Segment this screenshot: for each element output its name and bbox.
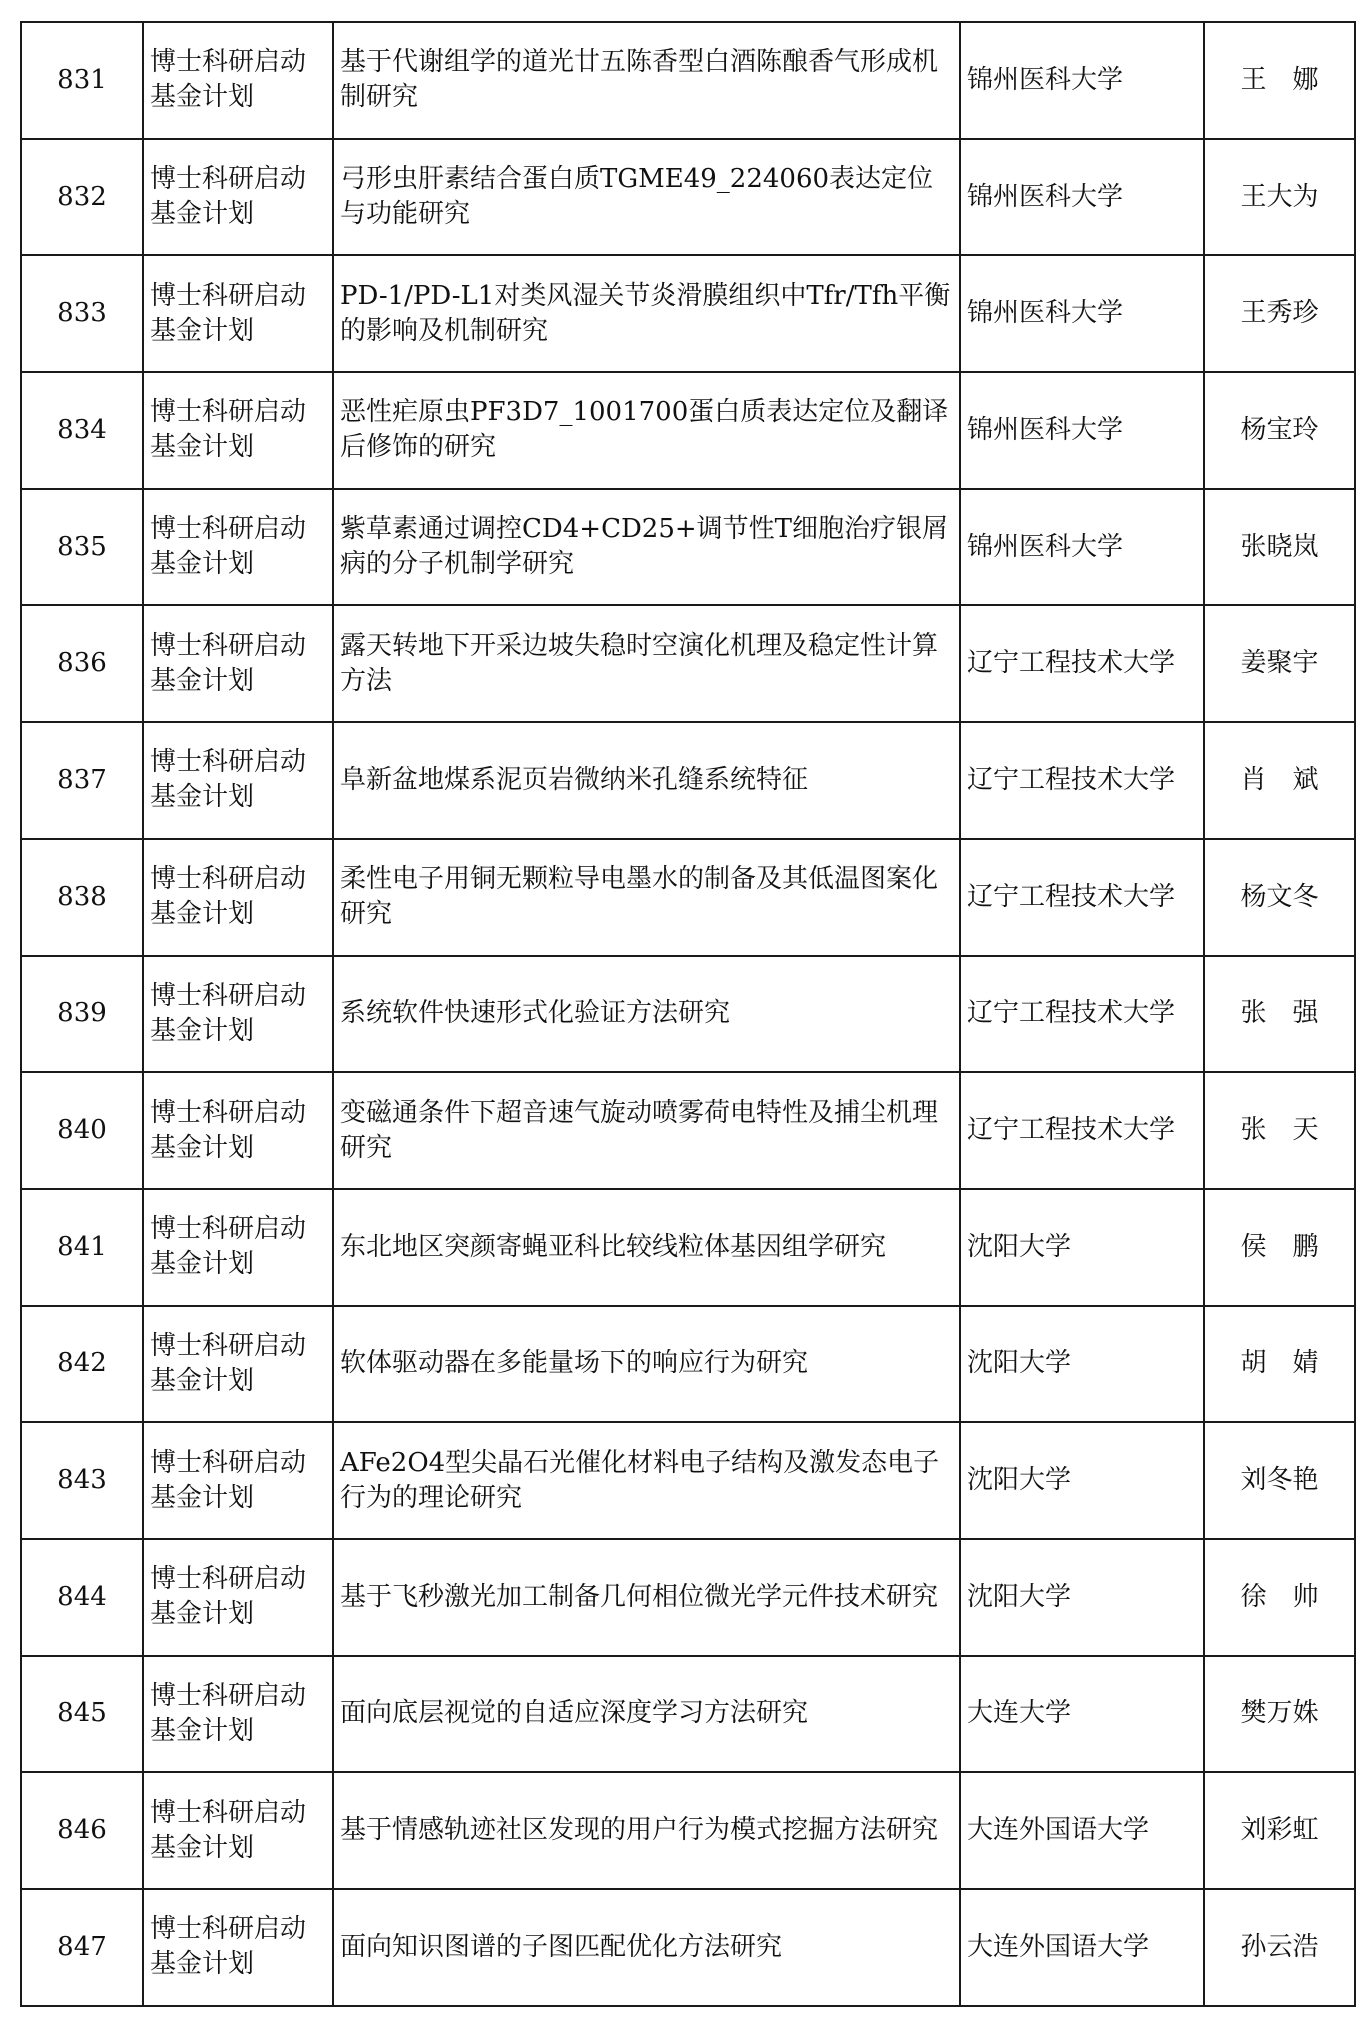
table-row <box>21 1189 1355 1306</box>
row-number: 833 <box>21 255 143 372</box>
project-title: 变磁通条件下超音速气旋动喷雾荷电特性及捕尘机理研究 <box>333 1072 960 1189</box>
table-row <box>21 839 1355 956</box>
institution: 沈阳大学 <box>960 1539 1204 1656</box>
funding-plan: 博士科研启动基金计划 <box>143 1656 333 1773</box>
row-number: 843 <box>21 1422 143 1539</box>
institution: 锦州医科大学 <box>960 489 1204 606</box>
project-title: 阜新盆地煤系泥页岩微纳米孔缝系统特征 <box>333 722 960 839</box>
institution: 锦州医科大学 <box>960 255 1204 372</box>
project-title: 紫草素通过调控CD4+CD25+调节性T细胞治疗银屑病的分子机制学研究 <box>333 489 960 606</box>
funding-plan: 博士科研启动基金计划 <box>143 1539 333 1656</box>
institution: 锦州医科大学 <box>960 22 1204 139</box>
funding-plan: 博士科研启动基金计划 <box>143 722 333 839</box>
applicant-name: 杨文冬 <box>1204 839 1355 956</box>
row-number: 844 <box>21 1539 143 1656</box>
table-row <box>21 1656 1355 1773</box>
funding-plan: 博士科研启动基金计划 <box>143 489 333 606</box>
project-title: 基于情感轨迹社区发现的用户行为模式挖掘方法研究 <box>333 1772 960 1889</box>
funding-plan: 博士科研启动基金计划 <box>143 139 333 256</box>
project-table <box>20 21 1356 2007</box>
institution: 锦州医科大学 <box>960 139 1204 256</box>
project-title: AFe2O4型尖晶石光催化材料电子结构及激发态电子行为的理论研究 <box>333 1422 960 1539</box>
row-number: 835 <box>21 489 143 606</box>
table-row <box>21 22 1355 139</box>
institution: 辽宁工程技术大学 <box>960 839 1204 956</box>
row-number: 839 <box>21 956 143 1073</box>
applicant-name: 刘冬艳 <box>1204 1422 1355 1539</box>
applicant-name: 胡 婧 <box>1204 1306 1355 1423</box>
applicant-name: 肖 斌 <box>1204 722 1355 839</box>
applicant-name: 孙云浩 <box>1204 1889 1355 2006</box>
row-number: 842 <box>21 1306 143 1423</box>
applicant-name: 王 娜 <box>1204 22 1355 139</box>
applicant-name: 张 强 <box>1204 956 1355 1073</box>
table-row <box>21 139 1355 256</box>
funding-plan: 博士科研启动基金计划 <box>143 372 333 489</box>
table-row <box>21 956 1355 1073</box>
project-title: 基于飞秒激光加工制备几何相位微光学元件技术研究 <box>333 1539 960 1656</box>
row-number: 838 <box>21 839 143 956</box>
applicant-name: 杨宝玲 <box>1204 372 1355 489</box>
funding-plan: 博士科研启动基金计划 <box>143 1772 333 1889</box>
project-title: 东北地区突颜寄蝇亚科比较线粒体基因组学研究 <box>333 1189 960 1306</box>
funding-plan: 博士科研启动基金计划 <box>143 839 333 956</box>
table-row <box>21 255 1355 372</box>
table-row <box>21 1539 1355 1656</box>
institution: 辽宁工程技术大学 <box>960 605 1204 722</box>
funding-plan: 博士科研启动基金计划 <box>143 1889 333 2006</box>
applicant-name: 姜聚宇 <box>1204 605 1355 722</box>
table-row <box>21 722 1355 839</box>
funding-plan: 博士科研启动基金计划 <box>143 1189 333 1306</box>
applicant-name: 王大为 <box>1204 139 1355 256</box>
project-title: 恶性疟原虫PF3D7_1001700蛋白质表达定位及翻译后修饰的研究 <box>333 372 960 489</box>
project-title: 软体驱动器在多能量场下的响应行为研究 <box>333 1306 960 1423</box>
applicant-name: 张 天 <box>1204 1072 1355 1189</box>
row-number: 841 <box>21 1189 143 1306</box>
row-number: 837 <box>21 722 143 839</box>
table-row <box>21 1889 1355 2006</box>
project-title: 系统软件快速形式化验证方法研究 <box>333 956 960 1073</box>
project-title: 面向知识图谱的子图匹配优化方法研究 <box>333 1889 960 2006</box>
row-number: 832 <box>21 139 143 256</box>
row-number: 836 <box>21 605 143 722</box>
project-title: 基于代谢组学的道光廿五陈香型白酒陈酿香气形成机制研究 <box>333 22 960 139</box>
funding-plan: 博士科研启动基金计划 <box>143 956 333 1073</box>
table-row <box>21 1072 1355 1189</box>
funding-plan: 博士科研启动基金计划 <box>143 22 333 139</box>
applicant-name: 侯 鹏 <box>1204 1189 1355 1306</box>
applicant-name: 王秀珍 <box>1204 255 1355 372</box>
funding-plan: 博士科研启动基金计划 <box>143 1306 333 1423</box>
applicant-name: 张晓岚 <box>1204 489 1355 606</box>
applicant-name: 刘彩虹 <box>1204 1772 1355 1889</box>
table-row <box>21 1422 1355 1539</box>
project-title: 露天转地下开采边坡失稳时空演化机理及稳定性计算方法 <box>333 605 960 722</box>
row-number: 831 <box>21 22 143 139</box>
project-title: PD-1/PD-L1对类风湿关节炎滑膜组织中Tfr/Tfh平衡的影响及机制研究 <box>333 255 960 372</box>
project-title: 柔性电子用铜无颗粒导电墨水的制备及其低温图案化研究 <box>333 839 960 956</box>
institution: 锦州医科大学 <box>960 372 1204 489</box>
row-number: 846 <box>21 1772 143 1889</box>
funding-plan: 博士科研启动基金计划 <box>143 1422 333 1539</box>
funding-plan: 博士科研启动基金计划 <box>143 605 333 722</box>
row-number: 847 <box>21 1889 143 2006</box>
project-title: 弓形虫肝素结合蛋白质TGME49_224060表达定位与功能研究 <box>333 139 960 256</box>
institution: 沈阳大学 <box>960 1189 1204 1306</box>
table-row <box>21 372 1355 489</box>
table-row <box>21 1306 1355 1423</box>
institution: 辽宁工程技术大学 <box>960 1072 1204 1189</box>
funding-plan: 博士科研启动基金计划 <box>143 255 333 372</box>
table-row <box>21 1772 1355 1889</box>
institution: 辽宁工程技术大学 <box>960 722 1204 839</box>
institution: 沈阳大学 <box>960 1306 1204 1423</box>
institution: 大连外国语大学 <box>960 1772 1204 1889</box>
project-title: 面向底层视觉的自适应深度学习方法研究 <box>333 1656 960 1773</box>
table-row <box>21 605 1355 722</box>
institution: 沈阳大学 <box>960 1422 1204 1539</box>
institution: 大连大学 <box>960 1656 1204 1773</box>
row-number: 845 <box>21 1656 143 1773</box>
applicant-name: 徐 帅 <box>1204 1539 1355 1656</box>
table-row <box>21 489 1355 606</box>
project-table-body <box>21 22 1355 2006</box>
funding-plan: 博士科研启动基金计划 <box>143 1072 333 1189</box>
institution: 大连外国语大学 <box>960 1889 1204 2006</box>
institution: 辽宁工程技术大学 <box>960 956 1204 1073</box>
row-number: 834 <box>21 372 143 489</box>
applicant-name: 樊万姝 <box>1204 1656 1355 1773</box>
row-number: 840 <box>21 1072 143 1189</box>
